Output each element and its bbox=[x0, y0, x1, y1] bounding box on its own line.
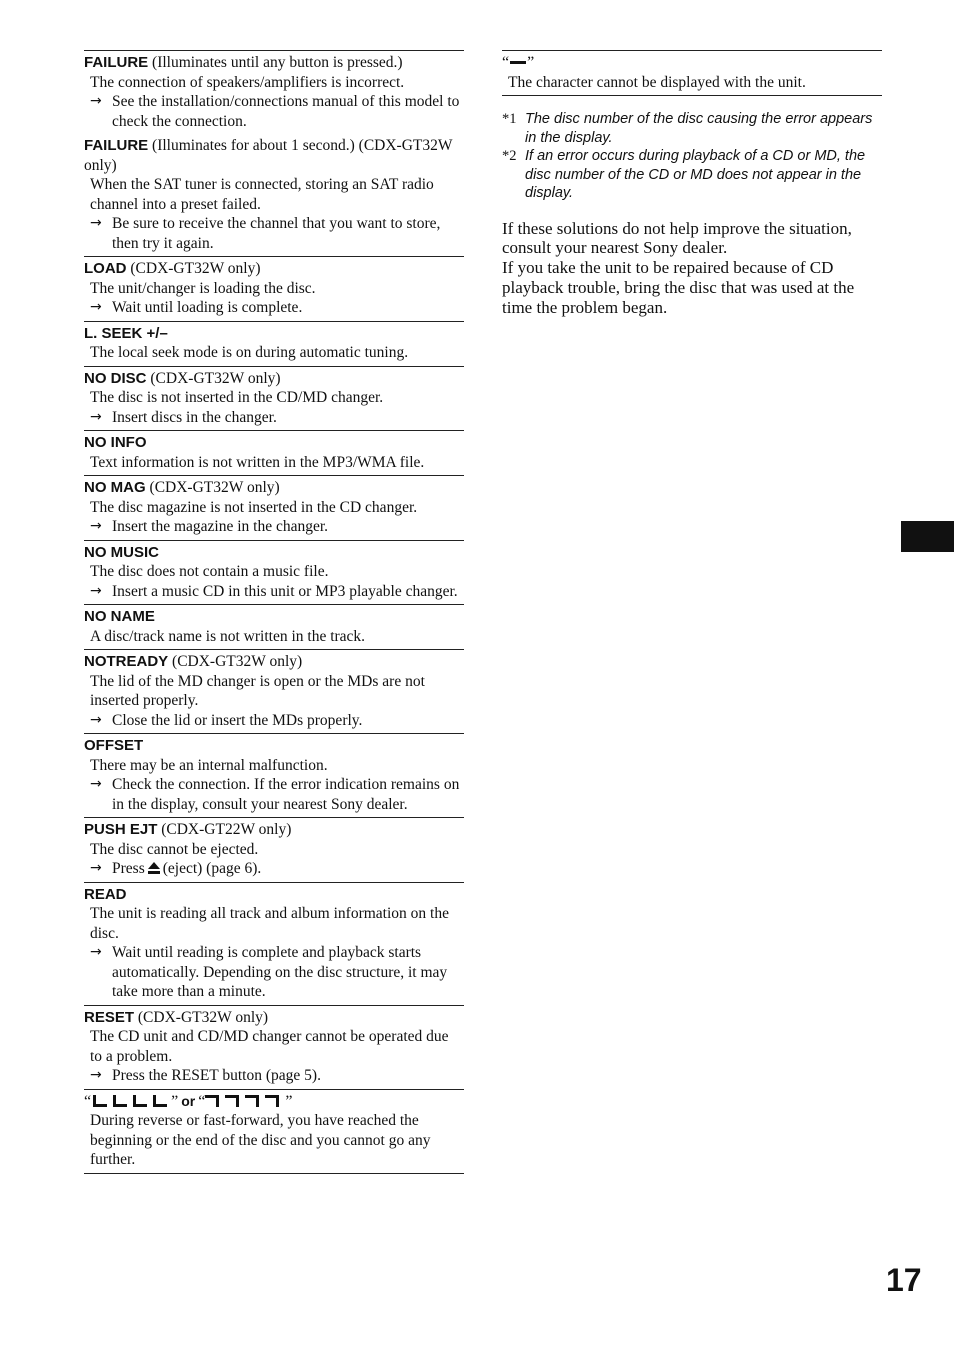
arrow-icon: → bbox=[90, 776, 102, 792]
entry-heading bbox=[84, 607, 464, 627]
solution-text: Press bbox=[112, 860, 145, 877]
entry-heading bbox=[84, 736, 464, 756]
entry-heading bbox=[84, 543, 464, 563]
error-entry bbox=[84, 540, 464, 605]
entry-heading bbox=[84, 478, 464, 498]
entry-heading bbox=[84, 324, 464, 344]
entry-cause: The disc does not contain a music file. bbox=[90, 563, 329, 580]
entry-cause: During reverse or fast-forward, you have reached the beginning or the end of the disc and you cannot go any further. bbox=[90, 1112, 431, 1168]
entry-heading bbox=[84, 885, 464, 905]
entry-heading bbox=[84, 259, 464, 279]
error-entry bbox=[84, 882, 464, 1005]
entry-cause: The lid of the MD changer is open or the MDs are not inserted properly. bbox=[90, 672, 425, 709]
error-entry bbox=[84, 733, 464, 817]
entry-solution bbox=[84, 582, 464, 602]
arrow-icon: → bbox=[90, 215, 102, 231]
error-keyword: RESET bbox=[84, 1008, 135, 1026]
error-keyword: NO MAG bbox=[84, 479, 146, 496]
entry-solution bbox=[84, 408, 464, 428]
segment-high-glyph-icon bbox=[205, 1095, 221, 1107]
arrow-icon: → bbox=[90, 408, 102, 425]
entry-cause: The disc cannot be ejected. bbox=[90, 840, 259, 858]
error-entry bbox=[84, 604, 464, 649]
entry-solution bbox=[84, 1066, 464, 1086]
solution-text: See the installation/connections manual of this model to check the connection. bbox=[112, 93, 460, 130]
entry-cause: A disc/track name is not written in the track. bbox=[90, 627, 366, 645]
error-condition: (CDX-GT32W only) bbox=[126, 260, 261, 277]
entry-cause: The local seek mode is on during automatic tuning. bbox=[90, 344, 409, 361]
entry-solution bbox=[84, 943, 464, 1002]
right-column bbox=[502, 50, 882, 317]
left-column bbox=[84, 50, 464, 1174]
error-entry bbox=[84, 649, 464, 733]
error-condition: (CDX-GT32W only) bbox=[146, 369, 281, 387]
error-keyword: NO DISC bbox=[84, 369, 147, 387]
footnote bbox=[502, 110, 882, 147]
open-quote: “ bbox=[502, 54, 510, 71]
segment-high-glyph-icon bbox=[245, 1095, 261, 1107]
arrow-icon: → bbox=[90, 582, 102, 599]
segment-high-glyph-icon bbox=[225, 1095, 241, 1107]
entry-solution bbox=[84, 775, 464, 814]
error-entry bbox=[84, 256, 464, 321]
entry-cause: The unit/changer is loading the disc. bbox=[90, 279, 316, 297]
segment-low-glyph-icon bbox=[111, 1095, 127, 1107]
open-quote: “ bbox=[84, 1092, 92, 1110]
entry-heading bbox=[84, 433, 464, 453]
error-keyword: NO INFO bbox=[84, 434, 147, 451]
close-quote: ” bbox=[171, 1092, 179, 1110]
entry-cause: The disc magazine is not inserted in the CD changer. bbox=[90, 498, 418, 516]
entry-description: The character cannot be displayed with the unit. bbox=[508, 73, 806, 91]
error-condition: (Illuminates for about 1 second.) (CDX-GT32W only) bbox=[84, 137, 453, 174]
error-condition: (Illuminates until any button is pressed.) bbox=[148, 54, 403, 71]
error-entry bbox=[84, 50, 464, 134]
solution-text: Wait until loading is complete. bbox=[112, 299, 303, 316]
entry-heading bbox=[84, 1008, 464, 1028]
solution-text: Be sure to receive the channel that you want to store, then try it again. bbox=[112, 215, 441, 252]
entry-heading bbox=[84, 820, 464, 840]
solution-text: Close the lid or insert the MDs properly. bbox=[112, 711, 363, 729]
footnotes bbox=[502, 110, 882, 203]
solution-text: Press the RESET button (page 5). bbox=[112, 1067, 321, 1084]
entry-solution bbox=[84, 92, 464, 131]
solution-text: Check the connection. If the error indication remains on in the display, consult your nearest Sony dealer. bbox=[112, 776, 460, 813]
error-keyword: NO NAME bbox=[84, 608, 155, 625]
error-entry bbox=[84, 1005, 464, 1089]
footnote-mark: *2 bbox=[502, 148, 517, 164]
segment-low-glyph-icon bbox=[131, 1095, 147, 1107]
arrow-icon: → bbox=[90, 944, 102, 960]
solution-text: (eject) (page 6). bbox=[162, 860, 262, 877]
error-keyword: LOAD bbox=[84, 260, 127, 277]
advice-paragraph: If you take the unit to be repaired because of CD playback trouble, bring the disc that was used at the time the problem began. bbox=[502, 258, 855, 317]
segment-low-glyph-icon bbox=[91, 1095, 107, 1107]
error-keyword: PUSH EJT bbox=[84, 821, 158, 838]
error-keyword: OFFSET bbox=[84, 737, 144, 754]
entry-cause: There may be an internal malfunction. bbox=[90, 756, 328, 774]
entry-solution bbox=[84, 298, 464, 318]
error-entry bbox=[84, 366, 464, 431]
error-keyword: FAILURE bbox=[84, 54, 149, 71]
error-entry bbox=[84, 134, 464, 256]
arrow-icon: → bbox=[90, 299, 102, 315]
entry-heading bbox=[84, 652, 464, 672]
segment-high-glyph-icon bbox=[265, 1095, 281, 1107]
error-entry bbox=[84, 475, 464, 540]
entry-solution bbox=[84, 859, 464, 879]
error-condition: (CDX-GT32W only) bbox=[134, 1008, 269, 1026]
entry-solution bbox=[84, 711, 464, 731]
entry-heading bbox=[84, 136, 464, 175]
close-quote: ” bbox=[527, 54, 535, 71]
segment-low-glyph-icon bbox=[151, 1095, 167, 1107]
error-keyword: L. SEEK +/– bbox=[84, 324, 168, 342]
arrow-icon: → bbox=[90, 1067, 102, 1083]
error-keyword: FAILURE bbox=[84, 137, 149, 154]
entry-cause: The unit is reading all track and album information on the disc. bbox=[90, 905, 449, 942]
solution-text: Wait until reading is complete and playback starts automatically. Depending on the disc structure, it may take more than a minute. bbox=[112, 944, 448, 1000]
error-keyword: NOTREADY bbox=[84, 653, 169, 670]
arrow-icon: → bbox=[90, 711, 102, 728]
error-entry bbox=[84, 817, 464, 882]
arrow-icon: → bbox=[90, 93, 102, 109]
dash-glyph-icon bbox=[510, 61, 526, 64]
error-entry bbox=[84, 430, 464, 475]
close-quote: ” bbox=[285, 1092, 293, 1110]
entry-solution bbox=[84, 214, 464, 253]
footnote-text: The disc number of the disc causing the error appears in the display. bbox=[525, 111, 873, 146]
arrow-icon: → bbox=[90, 860, 102, 876]
page-number: 17 bbox=[886, 1262, 922, 1298]
section-tab-marker bbox=[901, 521, 954, 552]
entry-solution bbox=[84, 517, 464, 537]
entry-cause: The CD unit and CD/MD changer cannot be operated due to a problem. bbox=[90, 1028, 449, 1065]
entry-cause: The disc is not inserted in the CD/MD changer. bbox=[90, 389, 384, 406]
entry-heading bbox=[84, 1092, 464, 1112]
entry-cause: Text information is not written in the MP3/WMA file. bbox=[90, 453, 425, 471]
advice-paragraph: If these solutions do not help improve the situation, consult your nearest Sony dealer. bbox=[502, 218, 852, 258]
open-quote: “ bbox=[198, 1092, 206, 1110]
solution-text: Insert discs in the changer. bbox=[112, 408, 277, 426]
eject-icon bbox=[148, 862, 160, 874]
footnote-mark: *1 bbox=[502, 111, 517, 127]
or-label: or bbox=[181, 1092, 196, 1109]
entry-heading bbox=[84, 53, 464, 73]
error-condition: (CDX-GT22W only) bbox=[157, 821, 292, 838]
entry-cause: When the SAT tuner is connected, storing an SAT radio channel into a preset failed. bbox=[90, 176, 434, 213]
solution-text: Insert a music CD in this unit or MP3 playable changer. bbox=[112, 582, 458, 600]
entry-heading bbox=[502, 53, 882, 73]
footnote-text: If an error occurs during playback of a CD or MD, the disc number of the CD or MD does not appear in the display. bbox=[525, 148, 866, 201]
entry-dash-glyph bbox=[502, 50, 882, 96]
solution-text: Insert the magazine in the changer. bbox=[112, 518, 329, 535]
entry-cause: The connection of speakers/amplifiers is incorrect. bbox=[90, 73, 405, 91]
footnote bbox=[502, 147, 882, 203]
error-condition: (CDX-GT32W only) bbox=[168, 653, 303, 670]
arrow-icon: → bbox=[90, 518, 102, 534]
error-keyword: NO MUSIC bbox=[84, 543, 159, 561]
error-entry-segment-glyphs bbox=[84, 1089, 464, 1174]
error-condition: (CDX-GT32W only) bbox=[145, 479, 280, 496]
entry-heading bbox=[84, 369, 464, 389]
error-keyword: READ bbox=[84, 885, 127, 903]
error-entry bbox=[84, 321, 464, 366]
